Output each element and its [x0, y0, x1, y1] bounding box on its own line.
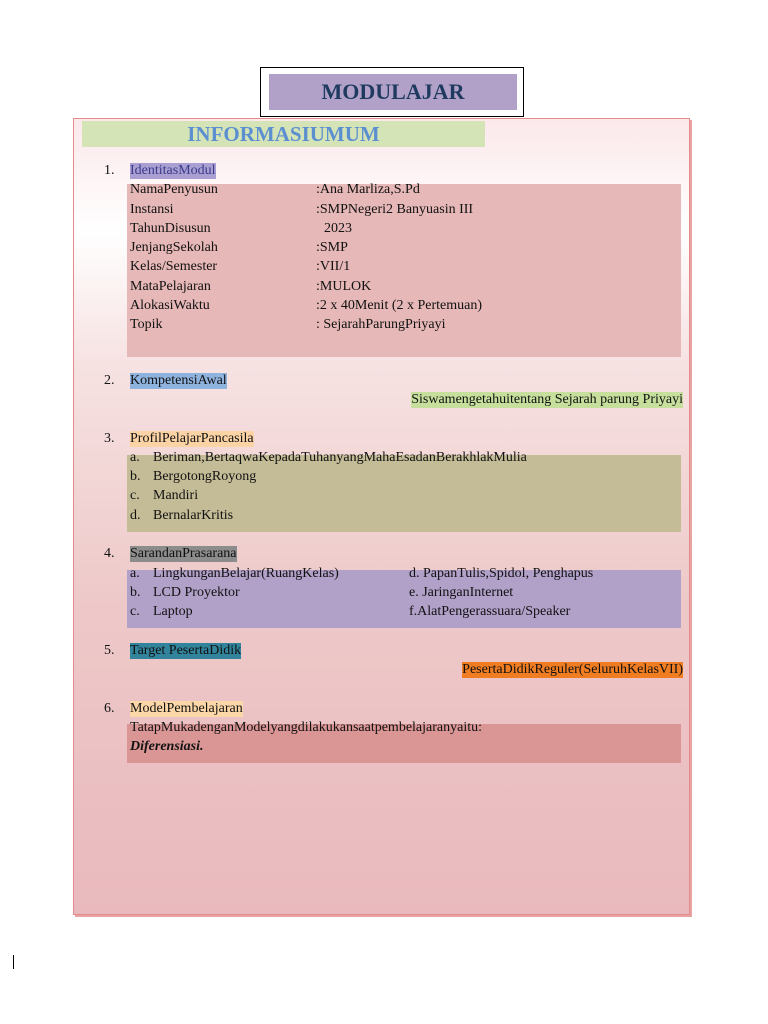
section-4-heading: SarandanPrasarana — [130, 546, 237, 561]
list-marker: c. — [130, 488, 140, 503]
list-marker: d. — [130, 508, 141, 523]
identitas-label: Instansi — [130, 202, 174, 217]
identitas-value: :SMPNegeri2 Banyuasin III — [316, 202, 474, 217]
title-box — [260, 67, 524, 117]
section-3-heading: ProfilPelajarPancasila — [130, 431, 254, 446]
identitas-label: MataPelajaran — [130, 279, 211, 294]
list-item: d. PapanTulis,Spidol, Penghapus — [409, 566, 594, 581]
list-marker: a. — [130, 450, 140, 465]
section-3-number: 3. — [104, 431, 115, 446]
section-1-number: 1. — [104, 163, 115, 178]
target-text: PesertaDidikReguler(SeluruhKelasVII) — [462, 662, 683, 677]
section-1-heading: IdentitasModul — [130, 163, 216, 178]
list-item: Laptop — [153, 604, 193, 619]
section-5-heading: Target PesertaDidik — [130, 643, 242, 658]
identitas-value: :SMP — [316, 240, 348, 255]
section-6-number: 6. — [104, 701, 115, 716]
text-cursor — [13, 955, 14, 969]
identitas-label: Kelas/Semester — [130, 259, 218, 274]
model-emphasis: Diferensiasi. — [130, 739, 204, 754]
list-marker: c. — [130, 604, 140, 619]
section-2-heading: KompetensiAwal — [130, 373, 227, 388]
kompetensi-text: Siswamengetahuitentang Sejarah parung Priyayi — [411, 392, 683, 407]
section-subtitle: INFORMASIUMUM — [82, 121, 485, 147]
section-2-number: 2. — [104, 373, 115, 388]
section-5-number: 5. — [104, 643, 115, 658]
list-item: Mandiri — [153, 488, 199, 503]
identitas-label: AlokasiWaktu — [130, 298, 210, 313]
list-item: LingkunganBelajar(RuangKelas) — [153, 566, 339, 581]
list-item: BernalarKritis — [153, 508, 234, 523]
identitas-value: :Ana Marliza,S.Pd — [316, 182, 420, 197]
list-marker: a. — [130, 566, 140, 581]
identitas-value: :VII/1 — [316, 259, 351, 274]
model-text: TatapMukadenganModelyangdilakukansaatpembelajaranyaitu: — [130, 720, 483, 735]
list-marker: b. — [130, 585, 141, 600]
identitas-label: Topik — [130, 317, 163, 332]
list-marker: b. — [130, 469, 141, 484]
list-item: e. JaringanInternet — [409, 585, 514, 600]
identitas-value: :MULOK — [316, 279, 372, 294]
list-item: BergotongRoyong — [153, 469, 257, 484]
identitas-value: :2 x 40Menit (2 x Pertemuan) — [316, 298, 483, 313]
document-title: MODULAJAR — [269, 74, 517, 110]
section-6-heading: ModelPembelajaran — [130, 701, 243, 716]
identitas-value: : SejarahParungPriyayi — [316, 317, 446, 332]
identitas-label: JenjangSekolah — [130, 240, 218, 255]
identitas-value: 2023 — [324, 221, 352, 236]
list-item: Beriman,BertaqwaKepadaTuhanyangMahaEsadanBerakhlakMulia — [153, 450, 527, 465]
section-4-number: 4. — [104, 546, 115, 561]
list-item: f.AlatPengerassuara/Speaker — [409, 604, 571, 619]
identitas-label: NamaPenyusun — [130, 182, 218, 197]
list-item: LCD Proyektor — [153, 585, 240, 600]
identitas-label: TahunDisusun — [130, 221, 211, 236]
